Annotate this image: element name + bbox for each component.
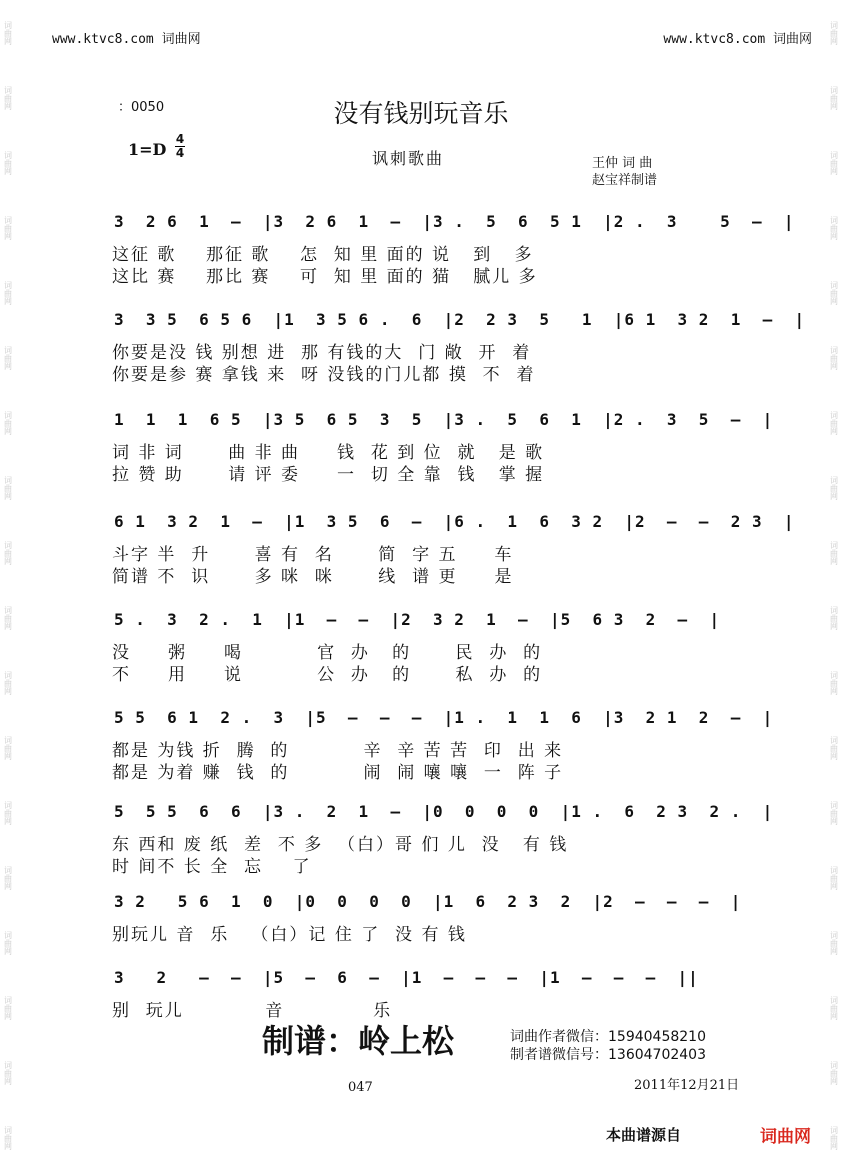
meter-top: 4 (175, 132, 185, 146)
lyric-line: 没 粥 喝 官 办 的 民 办 的 (112, 643, 543, 663)
staff-row (110, 696, 774, 740)
lyric-line: 简谱 不 识 多 咪 咪 线 谱 更 是 (112, 567, 514, 587)
watermark-text: 词曲网 (829, 540, 839, 565)
watermark-text: 词曲网 (829, 1061, 839, 1086)
watermark-text: 词曲网 (829, 996, 839, 1021)
lyricist-credit: 王仲 词 曲 (592, 156, 653, 171)
watermark-text: 词曲网 (3, 540, 13, 565)
lyric-line: 别 玩儿 音 乐 (112, 1001, 393, 1021)
watermark-text: 词曲网 (3, 410, 13, 435)
watermark-text: 词曲网 (829, 345, 839, 370)
staff-row (110, 598, 744, 642)
lyric-line: 时 间不 长 全 忘 了 (112, 857, 312, 877)
arranger-contact: 制者谱微信号：13604702403 (510, 1047, 706, 1063)
staff-row (110, 398, 774, 442)
notation-line: 5 5 5 6 6 |3 . 2 1 – |0 0 0 0 |1 . 6 2 3 2 . | (114, 802, 774, 821)
watermark-text: 词曲网 (829, 410, 839, 435)
date: 2011年12月21日 (634, 1078, 740, 1093)
page-number: 047 (348, 1080, 373, 1095)
watermark-text: 词曲网 (3, 150, 13, 175)
lyric-line: 这比 赛 那比 赛 可 知 里 面的 猫 腻儿 多 (112, 267, 538, 287)
notation-line: 5 . 3 2 . 1 |1 – – |2 3 2 1 – |5 6 3 2 – | (114, 610, 721, 629)
lyric-line: 词 非 词 曲 非 曲 钱 花 到 位 就 是 歌 (112, 443, 545, 463)
staff-row (110, 298, 806, 342)
watermark-text: 词曲网 (3, 475, 13, 500)
staff-row (110, 790, 774, 834)
lyric-line: 别玩儿 音 乐 （白）记 住 了 没 有 钱 (112, 925, 467, 945)
watermark-text: 词曲网 (3, 605, 13, 630)
site-header-right[interactable]: www.ktvc8.com 词曲网 (663, 32, 812, 47)
watermark-left (0, 0, 16, 1171)
watermark-text: 词曲网 (3, 866, 13, 891)
meter-bottom: 4 (175, 146, 185, 160)
staff-row (110, 956, 744, 1000)
lyric-line: 拉 赞 助 请 评 委 一 切 全 靠 钱 掌 握 (112, 465, 545, 485)
watermark-text: 词曲网 (3, 280, 13, 305)
notation-line: 1 1 1 6 5 |3 5 6 5 3 5 |3 . 5 6 1 |2 . 3 5 – | (114, 410, 774, 429)
watermark-text: 词曲网 (3, 931, 13, 956)
author-contact: 词曲作者微信：15940458210 (510, 1029, 706, 1045)
watermark-text: 词曲网 (829, 1126, 839, 1151)
watermark-text: 词曲网 (829, 20, 839, 45)
signature: 制谱：岭上松 (262, 1022, 455, 1060)
watermark-text: 词曲网 (3, 20, 13, 45)
lyric-line: 这征 歌 那征 歌 怎 知 里 面的 说 到 多 (112, 245, 534, 265)
watermark-text: 词曲网 (829, 736, 839, 761)
key-signature: 1=D (128, 140, 167, 159)
staff-row (110, 500, 795, 544)
watermark-text: 词曲网 (829, 801, 839, 826)
notation-line: 5 5 6 1 2 . 3 |5 – – – |1 . 1 1 6 |3 2 1 2 – | (114, 708, 774, 727)
arranger-credit: 赵宝祥制谱 (592, 173, 658, 188)
watermark-text: 词曲网 (3, 215, 13, 240)
watermark-text: 词曲网 (3, 345, 13, 370)
lyric-line: 都是 为钱 折 腾 的 辛 辛 苦 苦 印 出 来 (112, 741, 564, 761)
watermark-text: 词曲网 (829, 280, 839, 305)
time-signature (175, 134, 185, 159)
watermark-text: 词曲网 (3, 670, 13, 695)
notation-line: 3 2 5 6 1 0 |0 0 0 0 |1 6 2 3 2 |2 – – – | (114, 892, 742, 911)
brand-logo[interactable]: 词曲网 (760, 1127, 811, 1147)
watermark-text: 词曲网 (829, 85, 839, 110)
lyric-line: 都是 为着 赚 钱 的 闹 闹 嚷 嚷 一 阵 子 (112, 763, 564, 783)
watermark-text: 词曲网 (3, 801, 13, 826)
watermark-text: 词曲网 (829, 605, 839, 630)
site-header-left[interactable]: www.ktvc8.com 词曲网 (52, 32, 201, 47)
lyric-line: 不 用 说 公 办 的 私 办 的 (112, 665, 543, 685)
song-code: ：0050 (118, 100, 165, 115)
watermark-text: 词曲网 (3, 736, 13, 761)
watermark-text: 词曲网 (3, 1061, 13, 1086)
song-genre: 讽刺歌曲 (372, 149, 445, 168)
notation-line: 3 2 – – |5 – 6 – |1 – – – |1 – – – || (114, 968, 699, 987)
lyric-line: 你要是参 赛 拿钱 来 呀 没钱的门儿都 摸 不 着 (112, 365, 536, 385)
lyric-line: 你要是没 钱 别想 进 那 有钱的大 门 敞 开 着 (112, 343, 532, 363)
staff-row (110, 200, 795, 244)
lyric-line: 斗字 半 升 喜 有 名 简 字 五 车 (112, 545, 514, 565)
watermark-text: 词曲网 (3, 85, 13, 110)
lyric-line: 东 西和 废 纸 差 不 多 （白）哥 们 儿 没 有 钱 (112, 835, 569, 855)
watermark-text: 词曲网 (829, 215, 839, 240)
watermark-text: 词曲网 (3, 996, 13, 1021)
notation-line: 6 1 3 2 1 – |1 3 5 6 – |6 . 1 6 3 2 |2 – – 2 3 | (114, 512, 795, 531)
watermark-text: 词曲网 (3, 1126, 13, 1151)
watermark-text: 词曲网 (829, 866, 839, 891)
watermark-text: 词曲网 (829, 150, 839, 175)
notation-line: 3 3 5 6 5 6 |1 3 5 6 . 6 |2 2 3 5 1 |6 1 3 2 1 – | (114, 310, 806, 329)
watermark-text: 词曲网 (829, 931, 839, 956)
staff-row (110, 880, 744, 924)
source-label: 本曲谱源自 (606, 1126, 682, 1144)
watermark-text: 词曲网 (829, 670, 839, 695)
watermark-right (826, 0, 842, 1171)
notation-line: 3 2 6 1 – |3 2 6 1 – |3 . 5 6 5 1 |2 . 3 5 – | (114, 212, 795, 231)
song-title: 没有钱别玩音乐 (333, 99, 509, 128)
watermark-text: 词曲网 (829, 475, 839, 500)
